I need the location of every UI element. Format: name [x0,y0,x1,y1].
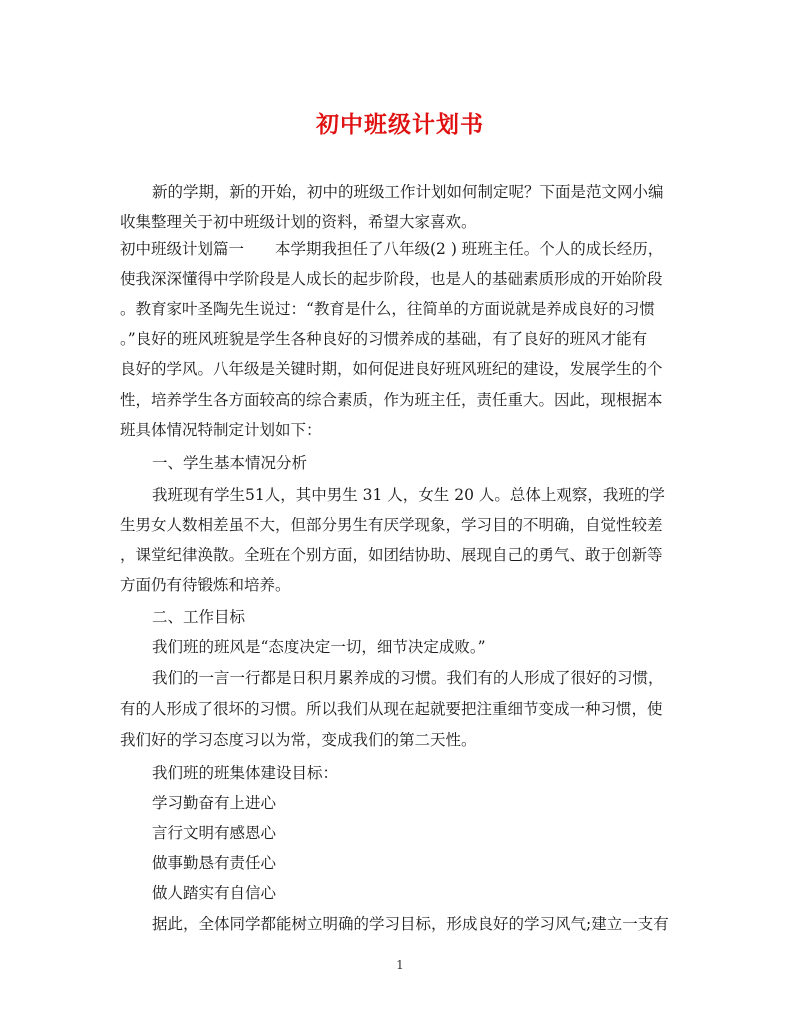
paragraph-line: 方面仍有待锻炼和培养。 [120,576,291,594]
paragraph-line: 生男女人数相差虽不大，但部分男生有厌学现象，学习目的不明确，自觉性较差 [120,516,663,534]
paragraph-line: 。”良好的班风班貌是学生各种良好的习惯养成的基础，有了良好的班风才能有 [120,330,648,348]
paragraph-line: ，课堂纪律涣散。全班在个别方面，如团结协助、展现自己的勇气、敢于创新等 [120,546,663,564]
paragraph-line: 初中班级计划篇一 本学期我担任了八年级(2 ) 班班主任。个人的成长经历， [120,240,664,258]
goal-line: 做事勤恳有责任心 [152,854,277,872]
goal-line: 学习勤奋有上进心 [152,794,277,812]
paragraph-line: 我们班的班风是“态度决定一切，细节决定成败。” [152,638,486,656]
paragraph-line: 有的人形成了很坏的习惯。所以我们从现在起就要把注重细节变成一种习惯，使 [120,700,663,718]
paragraph-line: 我们的一言一行都是日积月累养成的习惯。我们有的人形成了很好的习惯， [152,669,664,687]
paragraph-line: 班具体情况特制定计划如下： [120,421,322,439]
section-heading: 一、学生基本情况分析 [152,454,308,472]
paragraph-line: 新的学期，新的开始，初中的班级工作计划如何制定呢？下面是范文网小编 [152,183,664,201]
paragraph-line: 我班现有学生51人，其中男生 31 人，女生 20 人。总体上观察，我班的学 [152,486,665,504]
goal-line: 言行文明有感恩心 [152,824,277,842]
paragraph-line: 我们好的学习态度习以为常，变成我们的第二天性。 [120,731,477,749]
paragraph-line: 据此，全体同学都能树立明确的学习目标，形成良好的学习风气;建立一支有 [152,915,669,933]
paragraph-line: 使我深深懂得中学阶段是人成长的起步阶段，也是人的基础素质形成的开始阶段 [120,270,663,288]
document-title: 初中班级计划书 [316,111,484,138]
paragraph-line: 我们班的班集体建设目标： [152,764,339,782]
page-number: 1 [396,958,404,972]
section-heading: 二、工作目标 [152,608,246,626]
paragraph-line: 性，培养学生各方面较高的综合素质，作为班主任，责任重大。因此，现根据本 [120,391,663,409]
paragraph-line: 收集整理关于初中班级计划的资料，希望大家喜欢。 [120,213,477,231]
paragraph-line: 。教育家叶圣陶先生说过：“教育是什么，往简单的方面说就是养成良好的习惯 [120,300,655,318]
goal-line: 做人踏实有自信心 [152,884,277,902]
paragraph-line: 良好的学风。八年级是关键时期，如何促进良好班风班纪的建设，发展学生的个 [120,360,663,378]
